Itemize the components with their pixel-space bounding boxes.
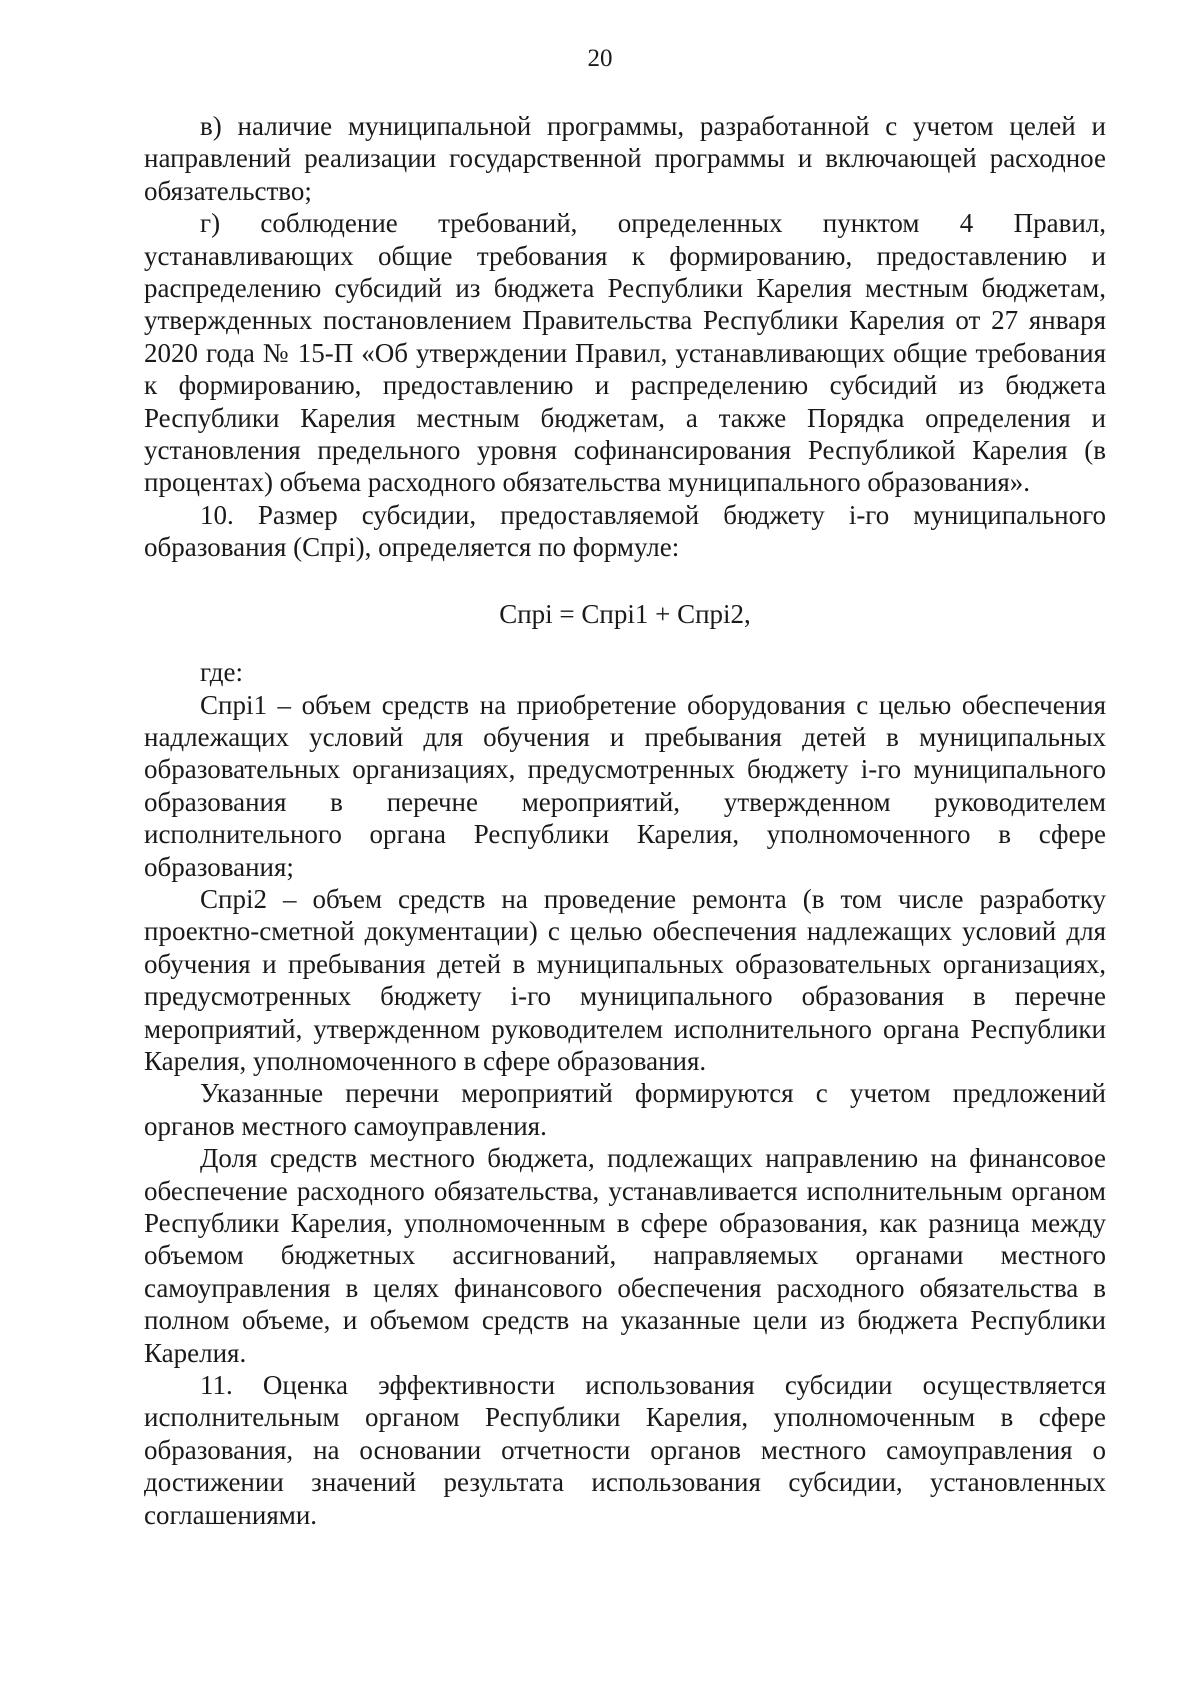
paragraph-measures-lists: Указанные перечни мероприятий формируются с учетом предложений органов местного самоуправления. bbox=[144, 1078, 1106, 1141]
paragraph-g: г) соблюдение требований, определенных пунктом 4 Правил, устанавливающих общие требования к формированию, предоставлению и распределению субсидий из бюджета Республики Карелия местным бюджетам, утвержденных постановлением Правительства Республики Карелия от 27 января 2020 года № 15-П «Об утверждении Правил, устанавливающих общие требования к формированию, предоставлению и распределению субсидий из бюджета Республики Карелия местным бюджетам, а также Порядка определения и установления предельного уровня софинансирования Республикой Карелия (в процентах) объема расходного обязательства муниципального образования». bbox=[144, 208, 1106, 498]
paragraph-local-budget-share: Доля средств местного бюджета, подлежащих направлению на финансовое обеспечение расходного обязательства, устанавливается исполнительным органом Республики Карелия, уполномоченным в сфере образования, как разница между объемом бюджетных ассигнований, направляемых органами местного самоуправления в целях финансового обеспечения расходного обязательства в полном объеме, и объемом средств на указанные цели из бюджета Республики Карелия. bbox=[144, 1143, 1106, 1368]
paragraph-10: 10. Размер субсидии, предоставляемой бюджету i-го муниципального образования (Cпрi), определяется по формуле: bbox=[144, 499, 1106, 563]
definition-cpri1: Cпрi1 – объем средств на приобретение оборудования с целью обеспечения надлежащих условий для обучения и пребывания детей в муниципальных образовательных организациях, предусмотренных бюджету i-го муниципального образования в перечне мероприятий, утвержденном руководителем исполнительного органа Республики Карелия, уполномоченного в сфере образования; bbox=[144, 689, 1106, 882]
paragraph-v: в) наличие муниципальной программы, разработанной с учетом целей и направлений реализации государственной программы и включающей расходное обязательство; bbox=[144, 111, 1106, 206]
definition-cpri2: Cпрi2 – объем средств на проведение ремонта (в том числе разработку проектно-сметной документации) с целью обеспечения надлежащих условий для обучения и пребывания детей в муниципальных образовательных организациях, предусмотренных бюджету i-го муниципального образования в перечне мероприятий, утвержденном руководителем исполнительного органа Республики Карелия, уполномоченного в сфере образования. bbox=[144, 883, 1106, 1076]
where-label: где: bbox=[200, 657, 243, 688]
formula: Cпрi = Cпрi1 + Cпрi2, bbox=[499, 598, 751, 629]
paragraph-11: 11. Оценка эффективности использования субсидии осуществляется исполнительным органом Республики Карелия, уполномоченным в сфере образования, на основании отчетности органов местного самоуправления о достижении значений результата использования субсидии, установленных соглашениями. bbox=[144, 1370, 1106, 1530]
document-body bbox=[144, 110, 1106, 1531]
page-number: 20 bbox=[587, 45, 613, 72]
